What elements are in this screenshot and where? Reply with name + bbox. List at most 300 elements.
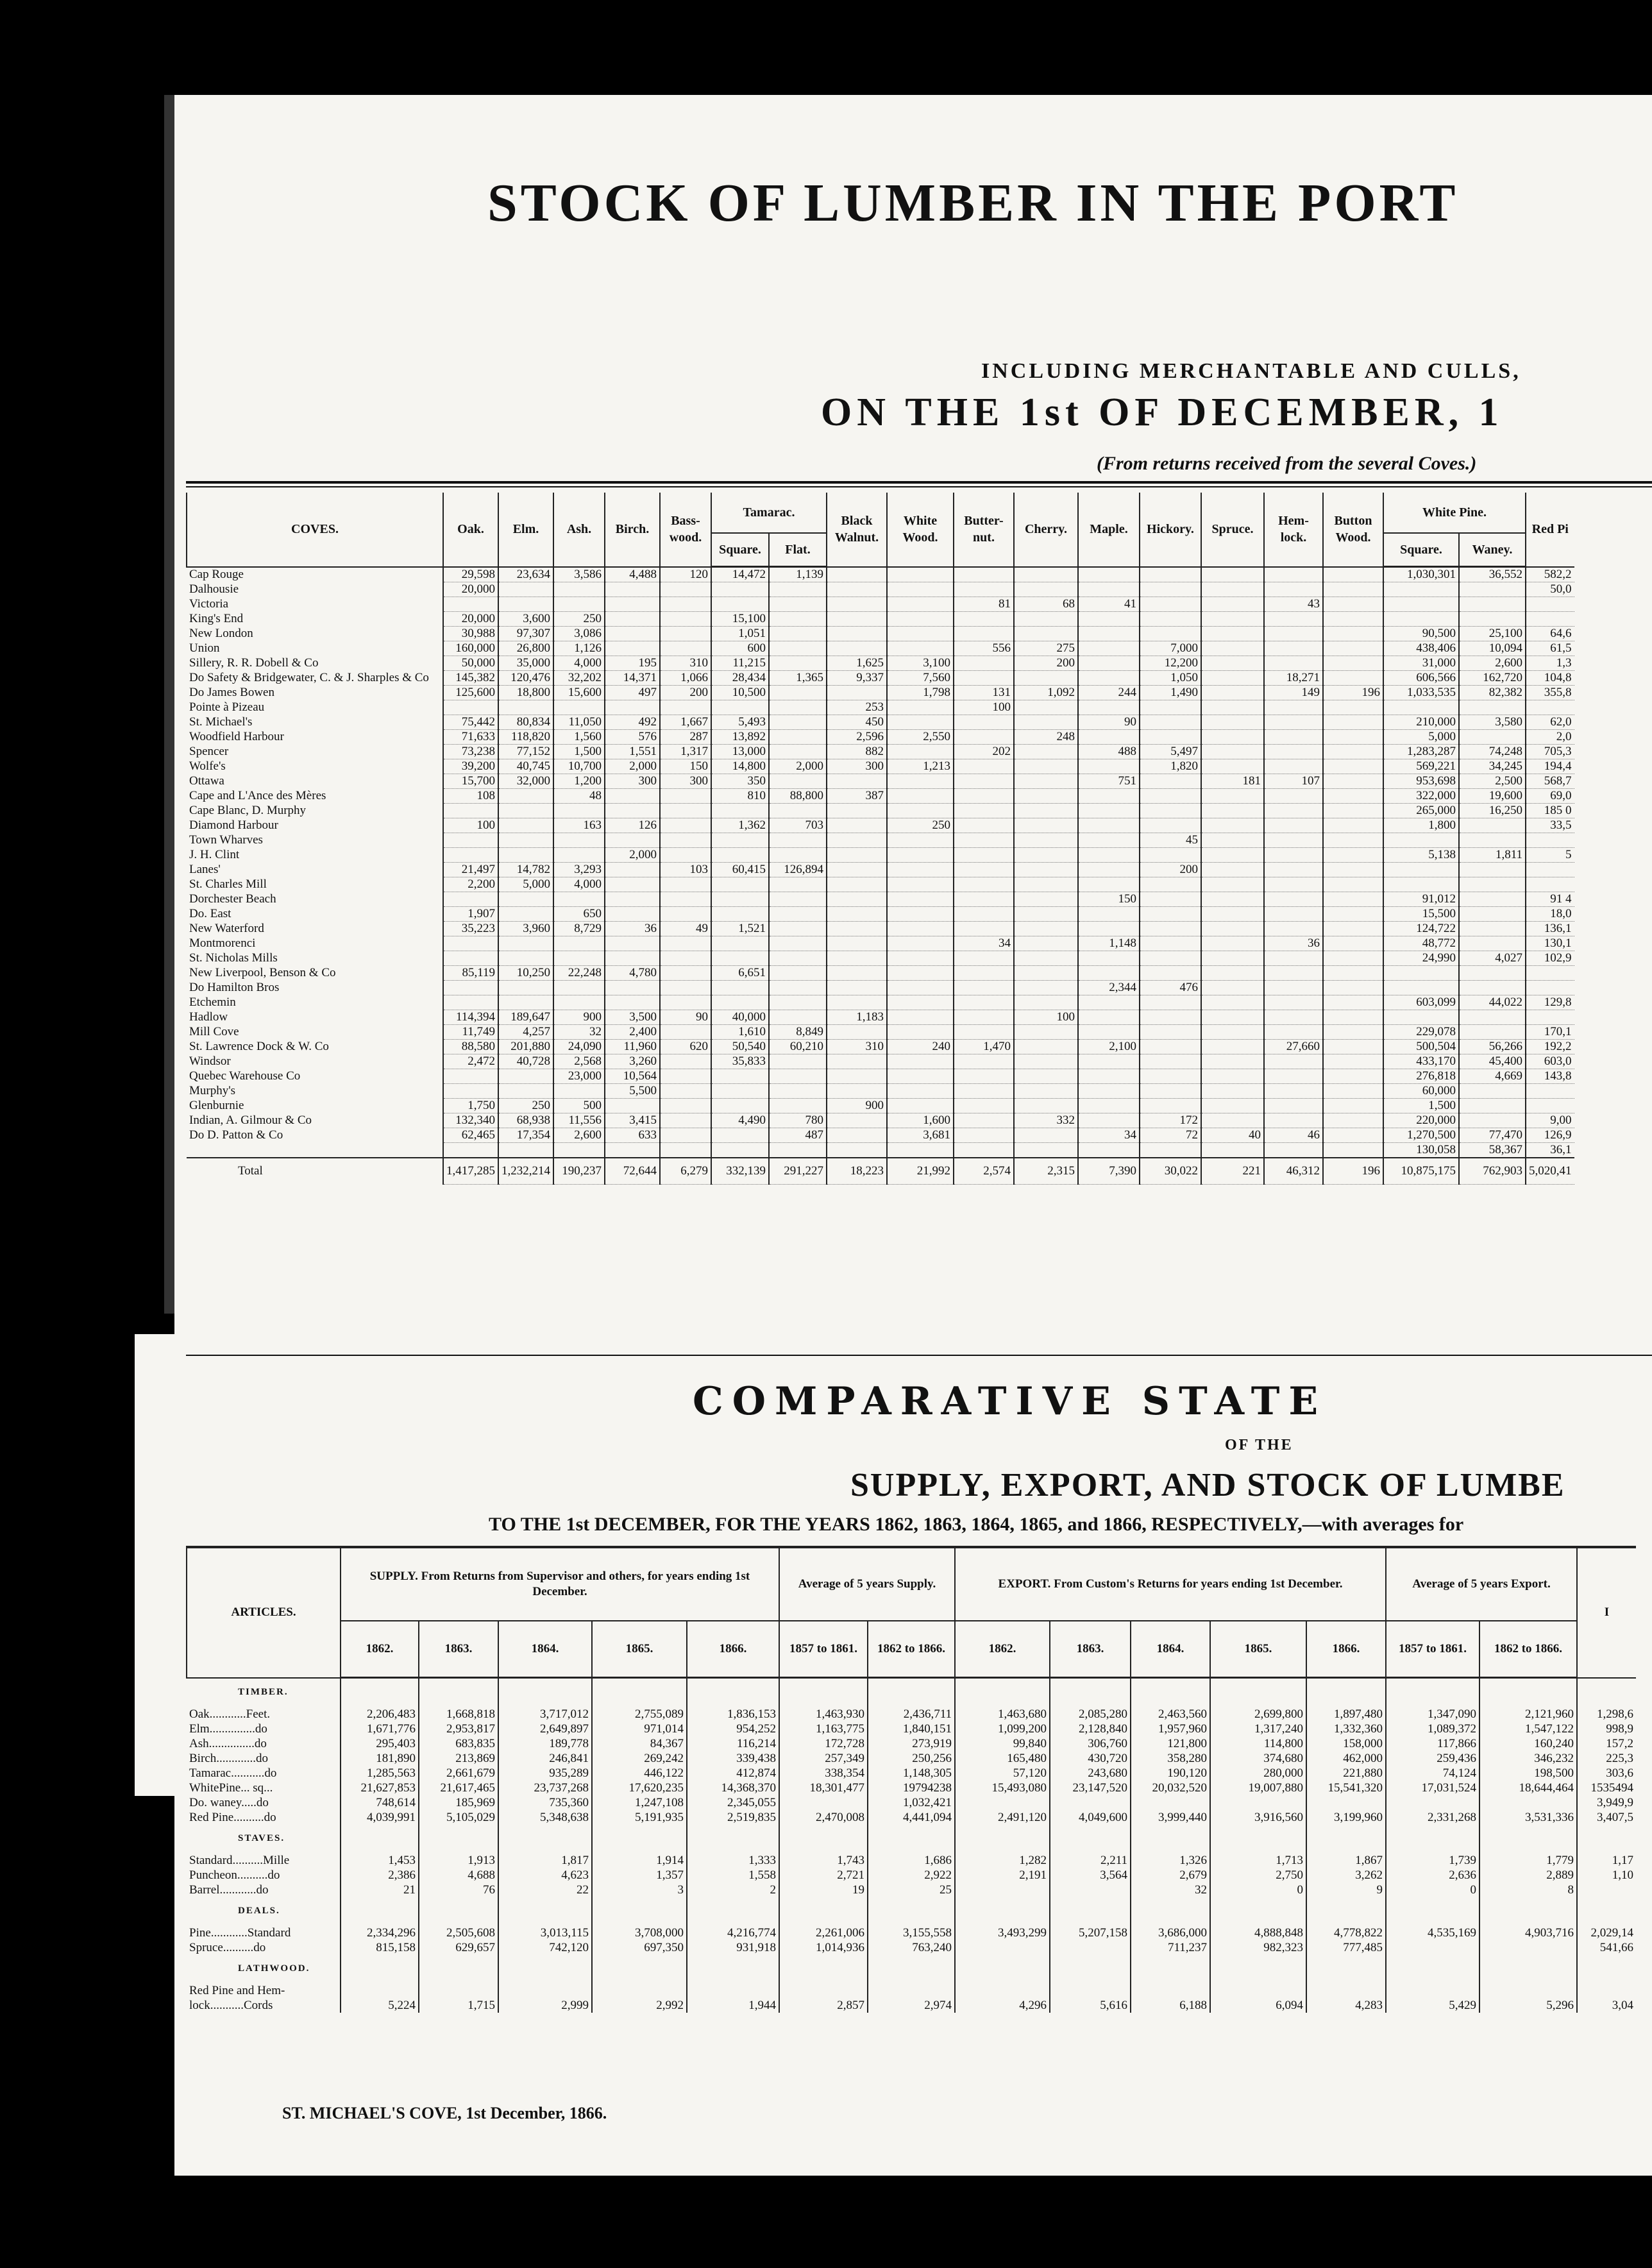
stock-cell: [1526, 700, 1574, 715]
figure-cell: 2,470,008: [779, 1810, 868, 1825]
stock-cell: [443, 597, 498, 612]
stock-cell: 60,000: [1383, 1084, 1459, 1099]
stock-cell: [1323, 730, 1383, 745]
stock-cell: [1264, 907, 1323, 922]
figure-cell: 23,147,520: [1050, 1781, 1131, 1795]
stock-cell: [1014, 818, 1078, 833]
cove-name: Etchemin: [189, 995, 236, 1009]
stock-cell: 29,598: [443, 567, 498, 582]
empty-cell: [1131, 1983, 1210, 1998]
stock-cell: [1201, 656, 1264, 671]
empty-cell: [592, 1955, 687, 1983]
total-cell: 21,992: [887, 1158, 954, 1185]
figure-cell: 5,348,638: [498, 1810, 592, 1825]
table-row: [187, 1781, 1636, 1795]
stock-cell: [660, 848, 711, 863]
stock-cell: [1459, 833, 1526, 848]
stock-cell: [1140, 730, 1201, 745]
figure-cell: 3,949,9: [1577, 1795, 1636, 1810]
stock-cell: [827, 582, 887, 597]
figure-cell: 19,007,880: [1210, 1781, 1306, 1795]
stock-cell: 2,344: [1078, 981, 1140, 995]
stock-cell: [1078, 730, 1140, 745]
stock-cell: 14,800: [711, 759, 769, 774]
stock-cell: [1264, 715, 1323, 730]
figure-cell: 5,429: [1386, 1998, 1479, 2013]
stock-cell: [1201, 1099, 1264, 1113]
stock-cell: [954, 1143, 1014, 1158]
stock-cell: [769, 922, 827, 936]
stock-cell: 40: [1201, 1128, 1264, 1143]
stock-cell: 162,720: [1459, 671, 1526, 686]
stock-cell: [1201, 1040, 1264, 1054]
stock-cell: 88,800: [769, 789, 827, 804]
stock-cell: 1,560: [553, 730, 605, 745]
figure-cell: 1,957,960: [1131, 1722, 1210, 1736]
stock-cell: 34,245: [1459, 759, 1526, 774]
stock-cell: [1383, 863, 1459, 877]
stock-cell: 276,818: [1383, 1069, 1459, 1084]
figure-cell: [1050, 1883, 1131, 1897]
stock-cell: [1526, 966, 1574, 981]
stock-cell: [553, 995, 605, 1010]
stock-cell: [711, 597, 769, 612]
stock-cell: 10,250: [498, 966, 553, 981]
table-row: [187, 1810, 1636, 1825]
stock-cell: 250: [498, 1099, 553, 1113]
stock-cell: [827, 848, 887, 863]
stock-cell: 15,700: [443, 774, 498, 789]
figure-cell: 1,10: [1577, 1868, 1636, 1883]
stock-cell: [1140, 567, 1201, 582]
stock-cell: 131: [954, 686, 1014, 700]
cove-name: Do. East: [189, 907, 232, 920]
figure-cell: 1,779: [1479, 1853, 1577, 1868]
figure-cell: 541,66: [1577, 1940, 1636, 1955]
stock-cell: [660, 1113, 711, 1128]
table-row: [187, 1868, 1636, 1883]
figure-cell: 1,247,108: [592, 1795, 687, 1810]
stock-cell: [1459, 981, 1526, 995]
table-row: [187, 966, 1574, 981]
stock-cell: 953,698: [1383, 774, 1459, 789]
stock-cell: 71,633: [443, 730, 498, 745]
figure-cell: 2,436,711: [868, 1707, 955, 1722]
empty-cell: [498, 1897, 592, 1925]
empty-cell: [955, 1825, 1050, 1853]
stock-cell: [1264, 804, 1323, 818]
figure-cell: 374,680: [1210, 1751, 1306, 1766]
empty-cell: [1386, 1983, 1479, 1998]
cove-name: [187, 1143, 443, 1158]
stock-cell: 73,238: [443, 745, 498, 759]
total-cell: 196: [1323, 1158, 1383, 1185]
stock-cell: 1,050: [1140, 671, 1201, 686]
figure-cell: 2,331,268: [1386, 1810, 1479, 1825]
total-cell: 190,237: [553, 1158, 605, 1185]
stock-cell: [1201, 745, 1264, 759]
stock-cell: 82,382: [1459, 686, 1526, 700]
stock-cell: [827, 774, 887, 789]
stock-cell: [660, 612, 711, 627]
cove-name: New London: [189, 627, 253, 640]
stock-cell: [1014, 1128, 1078, 1143]
stock-cell: 62,465: [443, 1128, 498, 1143]
supply-1864: 1864.: [498, 1621, 592, 1678]
figure-cell: 280,000: [1210, 1766, 1306, 1781]
stock-cell: [1323, 936, 1383, 951]
stock-cell: 43: [1264, 597, 1323, 612]
stock-cell: [1140, 1069, 1201, 1084]
stock-cell: 50,540: [711, 1040, 769, 1054]
table-row: [187, 671, 1574, 686]
stock-cell: [1014, 1054, 1078, 1069]
stock-cell: [1459, 907, 1526, 922]
stock-cell: 11,050: [553, 715, 605, 730]
stock-cell: [1201, 995, 1264, 1010]
stock-cell: 3,960: [498, 922, 553, 936]
stock-cell: 8,849: [769, 1025, 827, 1040]
stock-cell: [769, 892, 827, 907]
figure-cell: 998,9: [1577, 1722, 1636, 1736]
figure-cell: 3,407,5: [1577, 1810, 1636, 1825]
stock-cell: 202: [954, 745, 1014, 759]
stock-cell: [1383, 833, 1459, 848]
stock-cell: [769, 995, 827, 1010]
stock-cell: [1014, 804, 1078, 818]
stock-cell: [1201, 671, 1264, 686]
stock-cell: 1,500: [1383, 1099, 1459, 1113]
stock-cell: [1383, 877, 1459, 892]
figure-cell: 3,999,440: [1131, 1810, 1210, 1825]
stock-cell: 582,2: [1526, 567, 1574, 582]
stock-cell: [1078, 951, 1140, 966]
figure-cell: 19794238: [868, 1781, 955, 1795]
stock-cell: [443, 804, 498, 818]
table-row: [187, 981, 1574, 995]
stock-cell: [660, 641, 711, 656]
figure-cell: 3,199,960: [1306, 1810, 1386, 1825]
stock-cell: 355,8: [1526, 686, 1574, 700]
stock-cell: [1323, 1128, 1383, 1143]
col-maple: Maple.: [1078, 493, 1140, 567]
stock-cell: [1078, 804, 1140, 818]
figure-cell: 4,903,716: [1479, 1925, 1577, 1940]
figure-cell: 2,334,296: [341, 1925, 419, 1940]
cove-name: Murphy's: [189, 1084, 236, 1097]
stock-cell: 1,500: [553, 745, 605, 759]
stock-cell: [954, 671, 1014, 686]
stock-cell: [443, 1084, 498, 1099]
stock-cell: 600: [711, 641, 769, 656]
stock-cell: 1,907: [443, 907, 498, 922]
figure-cell: 2,386: [341, 1868, 419, 1883]
figure-cell: 6,188: [1131, 1998, 1210, 2013]
stock-cell: [1459, 818, 1526, 833]
col-white-pine: White Pine.: [1383, 493, 1526, 533]
stock-cell: 18,800: [498, 686, 553, 700]
total-cell: 30,022: [1140, 1158, 1201, 1185]
table-row: [187, 1084, 1574, 1099]
export-avg-1862-1866: 1862 to 1866.: [1479, 1621, 1577, 1678]
figure-cell: 763,240: [868, 1940, 955, 1955]
stock-cell: [660, 1025, 711, 1040]
stock-cell: [1201, 966, 1264, 981]
stock-cell: [605, 863, 660, 877]
stock-cell: 1,820: [1140, 759, 1201, 774]
table-row: [187, 612, 1574, 627]
stock-cell: [1323, 877, 1383, 892]
stock-cell: [553, 597, 605, 612]
stock-cell: [887, 907, 954, 922]
figure-cell: 121,800: [1131, 1736, 1210, 1751]
stock-cell: [1078, 1069, 1140, 1084]
section-label: LATHWOOD.: [238, 1963, 310, 1974]
stock-cell: [605, 789, 660, 804]
figure-cell: 1,099,200: [955, 1722, 1050, 1736]
stock-cell: [954, 818, 1014, 833]
stock-cell: [605, 892, 660, 907]
total-cell: 7,390: [1078, 1158, 1140, 1185]
figure-cell: 971,014: [592, 1722, 687, 1736]
stock-cell: [1078, 789, 1140, 804]
col-white-wood: White Wood.: [887, 493, 954, 567]
stock-cell: 492: [605, 715, 660, 730]
stock-cell: 1,362: [711, 818, 769, 833]
stock-cell: [498, 1084, 553, 1099]
article-name: Tamarac...........do: [189, 1766, 277, 1780]
figure-cell: 339,438: [687, 1751, 779, 1766]
comparative-table-body: [187, 1678, 1636, 2013]
stock-cell: [1526, 863, 1574, 877]
stock-cell: 5: [1526, 848, 1574, 863]
stock-cell: 3,580: [1459, 715, 1526, 730]
figure-cell: 1,163,775: [779, 1722, 868, 1736]
stock-cell: [1459, 612, 1526, 627]
stock-cell: [887, 1025, 954, 1040]
stock-cell: 120: [660, 567, 711, 582]
figure-cell: 742,120: [498, 1940, 592, 1955]
figure-cell: 4,535,169: [1386, 1925, 1479, 1940]
stock-cell: [1078, 641, 1140, 656]
section-label: STAVES.: [238, 1833, 285, 1843]
empty-cell: [1210, 1983, 1306, 1998]
supply-1866: 1866.: [687, 1621, 779, 1678]
stock-cell: [769, 966, 827, 981]
stock-cell: [553, 1143, 605, 1158]
stock-cell: [1140, 936, 1201, 951]
stock-cell: [1264, 1113, 1323, 1128]
stock-cell: [769, 715, 827, 730]
cove-name: J. H. Clint: [189, 848, 240, 861]
figure-cell: 1,897,480: [1306, 1707, 1386, 1722]
figure-cell: 1,032,421: [868, 1795, 955, 1810]
stock-cell: 220,000: [1383, 1113, 1459, 1128]
figure-cell: 19: [779, 1883, 868, 1897]
stock-cell: [1014, 995, 1078, 1010]
table-row: [187, 789, 1574, 804]
stock-cell: 2,600: [553, 1128, 605, 1143]
stock-cell: [769, 641, 827, 656]
stock-cell: [1459, 892, 1526, 907]
stock-cell: 438,406: [1383, 641, 1459, 656]
figure-cell: 412,874: [687, 1766, 779, 1781]
stock-cell: 1,183: [827, 1010, 887, 1025]
stock-cell: [605, 1099, 660, 1113]
stock-cell: 107: [1264, 774, 1323, 789]
stock-cell: 77,470: [1459, 1128, 1526, 1143]
stock-cell: [1323, 759, 1383, 774]
stock-cell: [1264, 1143, 1323, 1158]
figure-cell: 172,728: [779, 1736, 868, 1751]
stock-cell: 36,1: [1526, 1143, 1574, 1158]
figure-cell: 2,953,817: [419, 1722, 498, 1736]
stock-cell: [1014, 700, 1078, 715]
stock-cell: [827, 804, 887, 818]
stock-cell: [887, 966, 954, 981]
figure-cell: 21,617,465: [419, 1781, 498, 1795]
stock-cell: [769, 907, 827, 922]
empty-cell: [341, 1825, 419, 1853]
stock-cell: [1078, 1143, 1140, 1158]
stock-cell: 500,504: [1383, 1040, 1459, 1054]
stock-cell: [769, 745, 827, 759]
figure-cell: 2,857: [779, 1998, 868, 2013]
stock-cell: 2,600: [1459, 656, 1526, 671]
stock-cell: [887, 848, 954, 863]
stock-cell: 5,138: [1383, 848, 1459, 863]
stock-cell: [1459, 1113, 1526, 1128]
stock-cell: [769, 656, 827, 671]
stock-cell: [954, 848, 1014, 863]
stock-cell: 61,5: [1526, 641, 1574, 656]
stock-cell: [1201, 951, 1264, 966]
total-cell: 291,227: [769, 1158, 827, 1185]
empty-cell: [955, 1897, 1050, 1925]
stock-cell: 650: [553, 907, 605, 922]
stock-cell: 1,470: [954, 1040, 1014, 1054]
section-staves: [187, 1825, 1636, 1853]
stock-cell: [954, 567, 1014, 582]
stock-cell: 1,600: [887, 1113, 954, 1128]
empty-cell: [419, 1825, 498, 1853]
figure-cell: 1,743: [779, 1853, 868, 1868]
stock-cell: [711, 1128, 769, 1143]
figure-cell: 629,657: [419, 1940, 498, 1955]
stock-cell: [711, 833, 769, 848]
stock-cell: [1014, 907, 1078, 922]
stock-cell: 210,000: [1383, 715, 1459, 730]
stock-cell: [1323, 1040, 1383, 1054]
figure-cell: 3,564: [1050, 1868, 1131, 1883]
stock-cell: [1323, 715, 1383, 730]
empty-cell: [687, 1897, 779, 1925]
stock-cell: 136,1: [1526, 922, 1574, 936]
figure-cell: 21: [341, 1883, 419, 1897]
stock-cell: 48,772: [1383, 936, 1459, 951]
stock-cell: [954, 1054, 1014, 1069]
table-row: [187, 1751, 1636, 1766]
stock-cell: [1014, 745, 1078, 759]
stock-cell: [1323, 907, 1383, 922]
stock-cell: 2,000: [769, 759, 827, 774]
stock-cell: 11,556: [553, 1113, 605, 1128]
figure-cell: 189,778: [498, 1736, 592, 1751]
stock-cell: [1140, 715, 1201, 730]
stock-cell: [887, 715, 954, 730]
stock-cell: 200: [1140, 863, 1201, 877]
stock-cell: [827, 1113, 887, 1128]
stock-cell: [887, 597, 954, 612]
cove-name: Windsor: [189, 1054, 231, 1068]
stock-cell: [1014, 567, 1078, 582]
stock-cell: 196: [1323, 686, 1383, 700]
stock-cell: [1201, 1113, 1264, 1128]
stock-cell: 132,340: [443, 1113, 498, 1128]
stock-cell: [553, 1084, 605, 1099]
stock-cell: [1078, 877, 1140, 892]
stock-cell: 17,354: [498, 1128, 553, 1143]
stock-cell: [887, 612, 954, 627]
stock-cell: 20,000: [443, 582, 498, 597]
table-row: [187, 774, 1574, 789]
figure-cell: [1210, 1795, 1306, 1810]
empty-cell: [955, 1983, 1050, 1998]
export-avg-1857-1861: 1857 to 1861.: [1386, 1621, 1479, 1678]
stock-cell: 27,660: [1264, 1040, 1323, 1054]
cove-name: Pointe à Pizeau: [189, 700, 265, 714]
table-row: [187, 1925, 1636, 1940]
stock-cell: [769, 700, 827, 715]
stock-cell: [1078, 1025, 1140, 1040]
stock-cell: [954, 1084, 1014, 1099]
stock-cell: 90: [660, 1010, 711, 1025]
stock-cell: 143,8: [1526, 1069, 1574, 1084]
stock-cell: 14,472: [711, 567, 769, 582]
empty-cell: [1306, 1983, 1386, 1998]
stock-cell: [887, 951, 954, 966]
stock-cell: [1078, 612, 1140, 627]
figure-cell: 935,289: [498, 1766, 592, 1781]
figure-cell: [955, 1883, 1050, 1897]
stock-cell: 620: [660, 1040, 711, 1054]
stock-cell: [711, 700, 769, 715]
stock-cell: [769, 1084, 827, 1099]
col-tamarac-flat: Flat.: [769, 533, 827, 567]
stock-cell: [1264, 892, 1323, 907]
stock-cell: 569,221: [1383, 759, 1459, 774]
figure-cell: 17,620,235: [592, 1781, 687, 1795]
stock-cell: 194,4: [1526, 759, 1574, 774]
figure-cell: 2,889: [1479, 1868, 1577, 1883]
stock-cell: [1323, 848, 1383, 863]
figure-cell: 1,285,563: [341, 1766, 419, 1781]
cove-name: Town Wharves: [189, 833, 263, 847]
stock-cell: [1264, 1099, 1323, 1113]
figure-cell: 4,688: [419, 1868, 498, 1883]
stock-cell: 1,521: [711, 922, 769, 936]
cove-name: Quebec Warehouse Co: [189, 1069, 301, 1083]
figure-cell: 2,661,679: [419, 1766, 498, 1781]
stock-cell: [660, 1128, 711, 1143]
figure-cell: [1050, 1795, 1131, 1810]
stock-cell: [1140, 700, 1201, 715]
stock-cell: 189,647: [498, 1010, 553, 1025]
stock-cell: 15,600: [553, 686, 605, 700]
stock-cell: [1459, 863, 1526, 877]
stock-cell: [1323, 995, 1383, 1010]
article-name: Do. waney.....do: [189, 1795, 269, 1809]
